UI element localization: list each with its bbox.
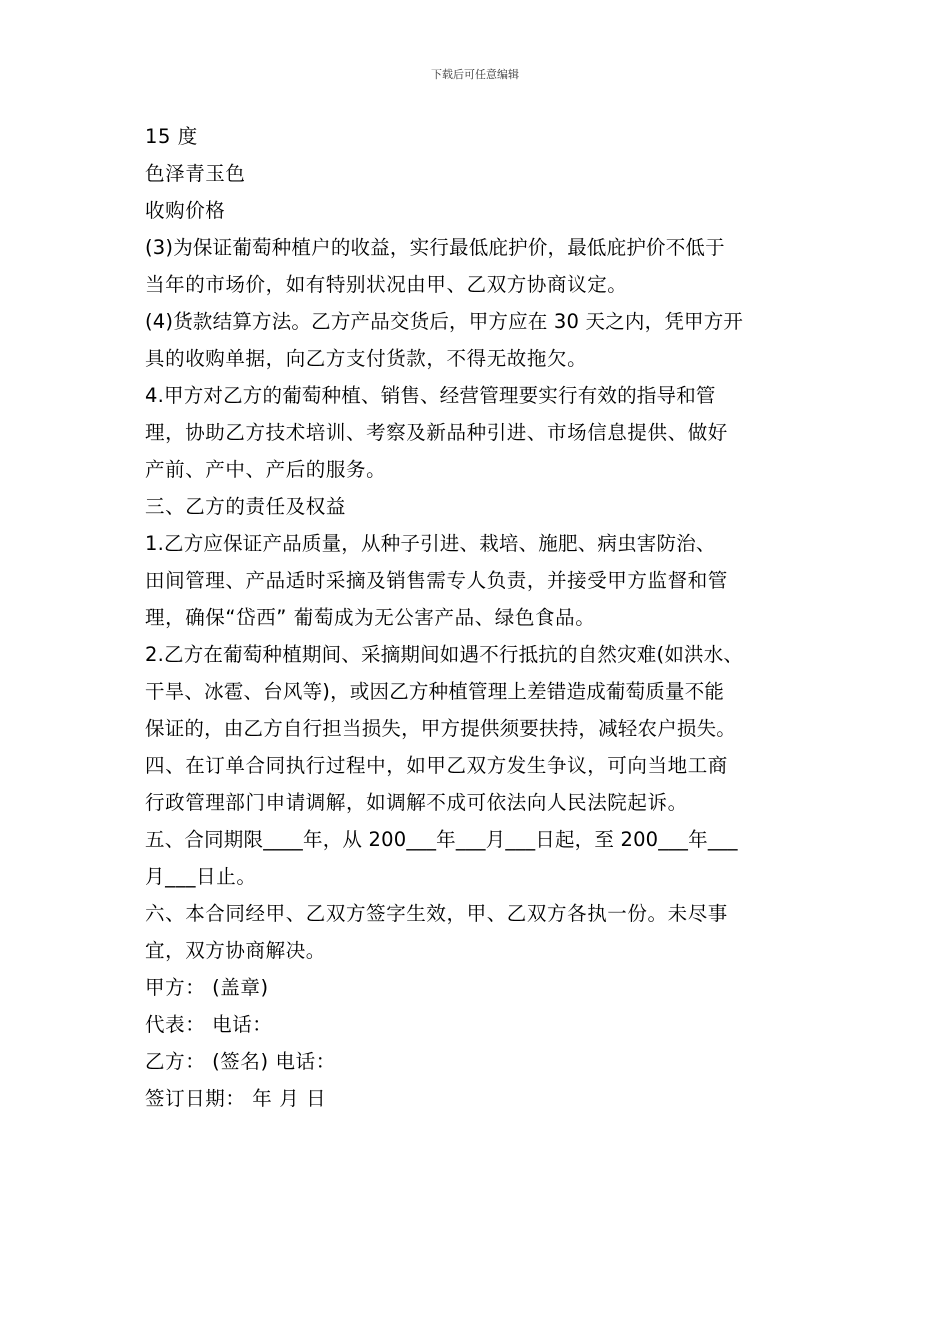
text-line: 2.乙方在葡萄种植期间、采摘期间如遇不行抵抗的自然灾难(如洪水、: [145, 643, 744, 666]
text-line: 15 度: [145, 125, 198, 148]
text-line: 五、合同期限____年，从 200___年___月___日起，至 200___年___: [145, 828, 738, 851]
text-line: 具的收购单据，向乙方支付货款，不得无故拖欠。: [145, 347, 588, 370]
text-line: 保证的，由乙方自行担当损失，甲方提供须要扶持，减轻农户损失。: [145, 717, 737, 740]
text-line: 田间管理、产品适时采摘及销售需专人负责，并接受甲方监督和管: [145, 569, 728, 592]
text-line: 干旱、冰雹、台风等)，或因乙方种植管理上差错造成葡萄质量不能: [145, 680, 725, 703]
text-line: 理，确保“岱西” 葡萄成为无公害产品、绿色食品。: [145, 606, 596, 629]
text-line: 四、在订单合同执行过程中，如甲乙双方发生争议，可向当地工商: [145, 754, 728, 777]
text-line: 六、本合同经甲、乙双方签字生效，甲、乙双方各执一份。未尽事: [145, 902, 728, 925]
signature-party-a: 甲方： (盖章): [145, 976, 269, 999]
text-line: 1.乙方应保证产品质量，从种子引进、栽培、施肥、病虫害防治、: [145, 532, 716, 555]
text-line: 收购价格: [145, 199, 226, 222]
text-line: 当年的市场价，如有特别状况由甲、乙双方协商议定。: [145, 273, 628, 296]
page-header: 下载后可任意编辑: [431, 68, 519, 81]
text-line: 行政管理部门申请调解，如调解不成可依法向人民法院起诉。: [145, 791, 688, 814]
signature-party-b: 乙方： (签名) 电话：: [145, 1050, 336, 1073]
text-line: 产前、产中、产后的服务。: [145, 458, 387, 481]
text-line: (3)为保证葡萄种植户的收益，实行最低庇护价，最低庇护价不低于: [145, 236, 725, 259]
section-heading: 三、乙方的责任及权益: [145, 495, 347, 518]
document-body: [145, 118, 815, 1117]
signature-representative: 代表： 电话：: [145, 1013, 273, 1036]
text-line: 宜，双方协商解决。: [145, 939, 326, 962]
text-line: 月___日止。: [145, 865, 257, 888]
text-line: 4.甲方对乙方的葡萄种植、销售、经营管理要实行有效的指导和管: [145, 384, 716, 407]
text-line: 色泽青玉色: [145, 162, 246, 185]
text-line: 理，协助乙方技术培训、考察及新品种引进、市场信息提供、做好: [145, 421, 728, 444]
signing-date: 签订日期： 年 月 日: [145, 1087, 327, 1110]
text-line: (4)货款结算方法。乙方产品交货后，甲方应在 30 天之内，凭甲方开: [145, 310, 744, 333]
